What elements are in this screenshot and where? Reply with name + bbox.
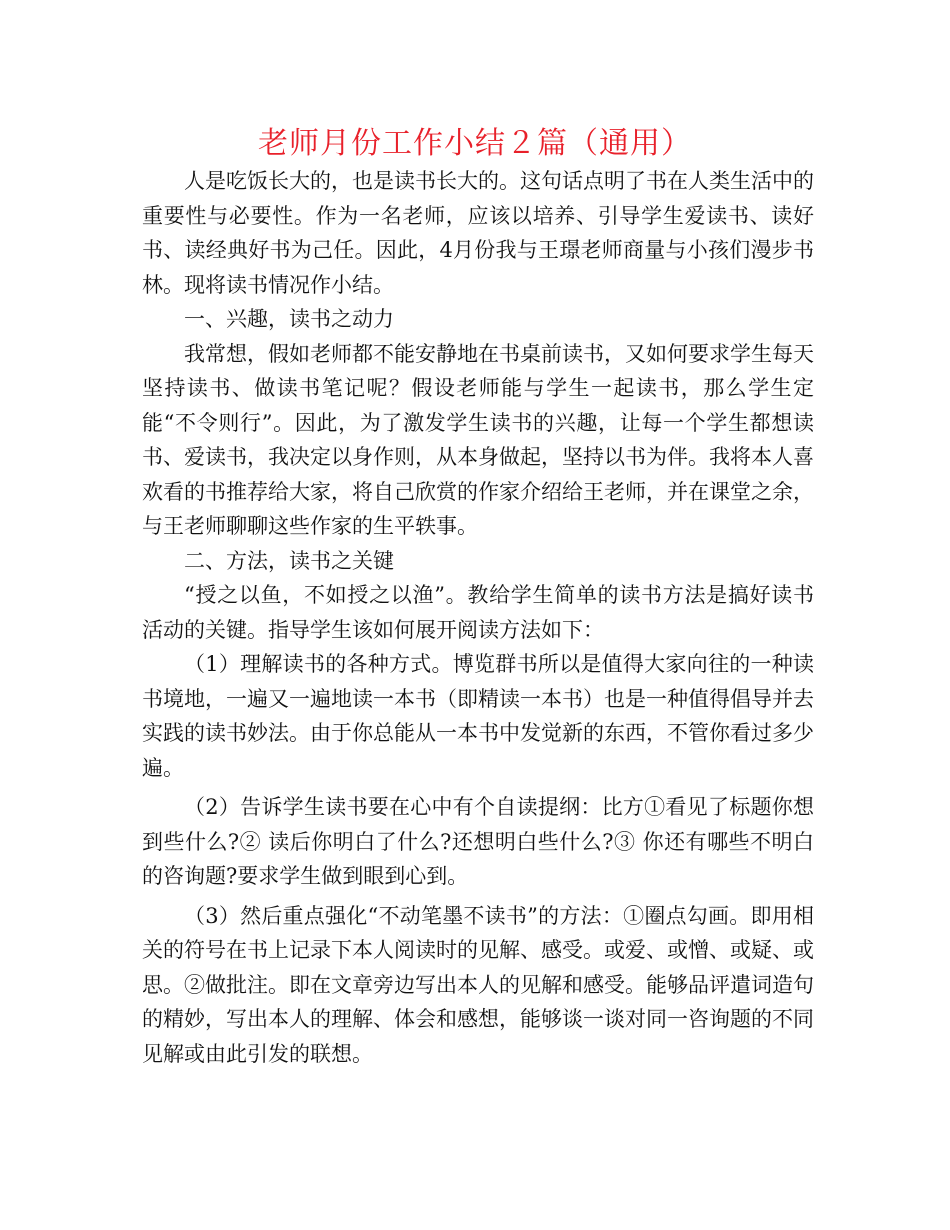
document-body (142, 164, 814, 1071)
section-heading-interest: 一、兴趣，读书之动力 (184, 307, 394, 331)
section-heading-method: 二、方法，读书之关键 (184, 548, 394, 573)
paragraph-method-3: （3）然后重点强化“不动笔墨不读书”的方法：①圈点勾画。即用相关的符号在书上记录下本人阅读时的见解、感受。或爱、或憎、或疑、或思。②做批注。即在文章旁边写出本人的见解和感受。能够品评遣词造句的精妙，写出本人的理解、体会和感想，能够谈一谈对同一咨询题的不同见解或由此引发的联想。 (142, 903, 814, 1066)
paragraph-method-1: （1）理解读书的各种方式。博览群书所以是值得大家向往的一种读书境地，一遍又一遍地读一本书（即精读一本书）也是一种值得倡导并去实践的读书妙法。由于你总能从一本书中发觉新的东西，不管你看过多少遍。 (142, 652, 814, 780)
paragraph-method-intro: “授之以鱼，不如授之以渔”。教给学生简单的读书方法是搞好读书活动的关键。指导学生该如何展开阅读方法如下： (142, 583, 814, 642)
paragraph-method-2: （2）告诉学生读书要在心中有个自读提纲：比方①看见了标题你想到些什么?② 读后你明白了什么?还想明白些什么?③ 你还有哪些不明白的咨询题?要求学生做到眼到心到。 (142, 795, 814, 888)
document-title: 老师月份工作小结２篇（通用） (258, 126, 692, 161)
paragraph-interest: 我常想，假如老师都不能安静地在书桌前读书，又如何要求学生每天坚持读书、做读书笔记呢？假设老师能与学生一起读书，那么学生定能“不令则行”。因此，为了激发学生读书的兴趣，让每一个学生都想读书、爱读书，我决定以身作则，从本身做起，坚持以书为伴。我将本人喜欢看的书推荐给大家，将自己欣赏的作家介绍给王老师，并在课堂之余，与王老师聊聊这些作家的生平轶事。 (142, 341, 814, 538)
paragraph-intro: 人是吃饭长大的，也是读书长大的。这句话点明了书在人类生活中的重要性与必要性。作为一名老师，应该以培养、引导学生爱读书、读好书、读经典好书为己任。因此，4月份我与王璟老师商量与小孩们漫步书林。现将读书情况作小结。 (142, 169, 814, 297)
